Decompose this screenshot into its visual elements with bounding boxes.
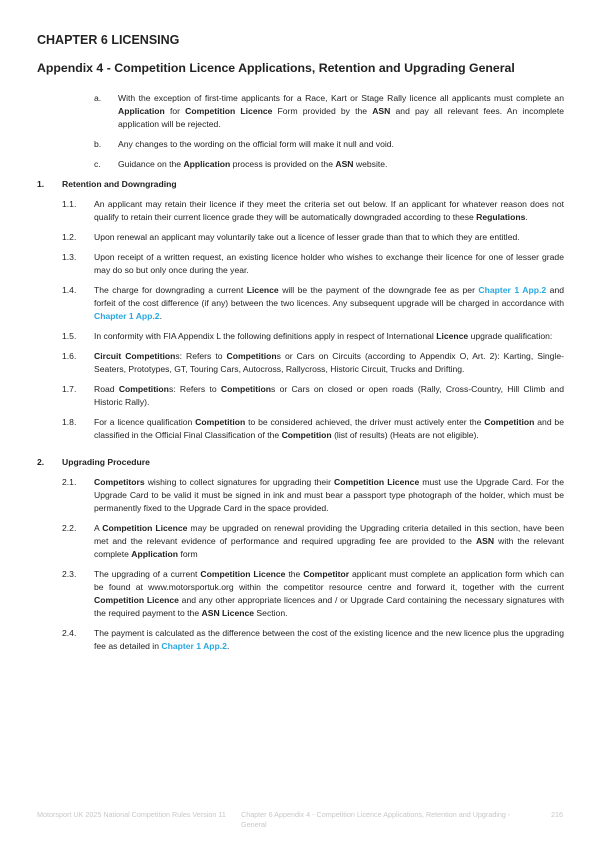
bold-term: ASN Licence — [201, 608, 255, 618]
item-number: 2.3. — [62, 569, 77, 579]
list-item — [37, 383, 564, 409]
item-text — [94, 251, 564, 277]
bold-term: Competition — [220, 384, 272, 394]
item-number: 1.3. — [62, 252, 77, 262]
item-text — [94, 416, 564, 442]
section-heading — [37, 178, 564, 191]
text-run: and be classified in the Official Final Classification of the — [94, 417, 564, 440]
text-run: and any other appropriate licences and / or Upgrade Card containing the necessary signatures with the required payment to the — [94, 595, 564, 618]
text-run: s or Cars on closed or open roads (Rally, Cross-Country, Hill Climb and Historic Rally). — [94, 384, 564, 407]
item-number: 1.8. — [62, 417, 77, 427]
item-text — [94, 383, 564, 409]
item-number: b. — [94, 139, 102, 149]
item-number: c. — [94, 159, 101, 169]
list-item — [37, 627, 564, 653]
bold-term: Competitor — [303, 569, 350, 579]
section-number: 1. — [37, 179, 45, 189]
bold-term: Competition Licence — [185, 106, 273, 116]
text-run: s: Refers to — [168, 384, 221, 394]
page-number: 216 — [551, 810, 563, 819]
bold-term: Regulations — [476, 212, 526, 222]
item-number: 2.4. — [62, 628, 77, 638]
item-text — [118, 92, 564, 131]
text-run: Guidance on the — [118, 159, 184, 169]
list-item — [37, 416, 564, 442]
text-run: the — [285, 569, 304, 579]
list-item — [37, 231, 564, 244]
bold-term: ASN — [475, 536, 495, 546]
list-item — [37, 350, 564, 376]
bold-term: Application — [183, 159, 231, 169]
text-run: and forfeit of the cost difference (if any) between the two licences. Any subsequent upgrade will be charged in accordance with — [94, 285, 565, 308]
item-number: 1.6. — [62, 351, 77, 361]
text-run: The charge for downgrading a current — [94, 285, 247, 295]
list-item — [37, 158, 564, 171]
text-run: upgrade qualification: — [468, 331, 553, 341]
text-run: Section. — [254, 608, 288, 618]
appendix-title: Appendix 4 - Competition Licence Applications, Retention and Upgrading General — [37, 61, 515, 75]
text-run: s: Refers to — [175, 351, 227, 361]
section-title: Upgrading Procedure — [62, 457, 150, 467]
section-title: Retention and Downgrading — [62, 179, 177, 189]
chapter-link[interactable]: Chapter 1 App.2 — [94, 311, 160, 321]
chapter-title: CHAPTER 6 LICENSING — [37, 33, 180, 47]
list-item — [37, 92, 564, 131]
text-run: for — [164, 106, 186, 116]
bold-term: ASN — [335, 159, 354, 169]
chapter-link[interactable]: Chapter 1 App.2 — [478, 285, 547, 295]
list-item — [37, 522, 564, 561]
item-number: 2.1. — [62, 477, 77, 487]
text-run: form — [178, 549, 198, 559]
list-item — [37, 284, 564, 323]
item-text — [94, 568, 564, 620]
item-number: 2.2. — [62, 523, 77, 533]
text-run: with the relevant complete — [94, 536, 564, 559]
item-text — [94, 476, 564, 515]
text-run: . — [226, 641, 230, 651]
bold-term: ASN — [372, 106, 391, 116]
text-run: . — [525, 212, 528, 222]
section-number: 2. — [37, 457, 45, 467]
text-run: process is provided on the — [230, 159, 336, 169]
item-text — [94, 330, 564, 343]
item-text — [94, 350, 564, 376]
item-number: 1.1. — [62, 199, 77, 209]
bold-term: Competitors — [94, 477, 145, 487]
item-number: 1.2. — [62, 232, 77, 242]
text-run: and pay all relevant fees. An incomplete application will be rejected. — [118, 106, 564, 129]
text-run: . — [159, 311, 162, 321]
text-run: must use the Upgrade Card. For the Upgrade Card to be valid it must be signed in ink and must bear a passport type photograph of the holder, which must be permanently fixed to the Upgrade Card in the space provided. — [94, 477, 564, 513]
text-run: to be considered achieved, the driver must actively enter the — [245, 417, 485, 427]
item-text — [94, 198, 564, 224]
text-run: will be the payment of the downgrade fee as per — [278, 285, 479, 295]
text-run: Form provided by the — [272, 106, 373, 116]
item-number: 1.7. — [62, 384, 77, 394]
bold-term: Competition — [484, 417, 535, 427]
bold-term: Licence — [246, 285, 279, 295]
list-item — [37, 476, 564, 515]
bold-term: Competition Licence — [94, 595, 179, 605]
text-run: In conformity with FIA Appendix L the following definitions apply in respect of International — [94, 331, 437, 341]
chapter-link[interactable]: Chapter 1 App.2 — [161, 641, 227, 651]
footer-section: Chapter 6 Appendix 4 - Competition Licence Applications, Retention and Upgrading - General — [241, 810, 511, 829]
footer-publication: Motorsport UK 2025 National Competition Rules Version 11 — [37, 810, 226, 819]
text-run: (list of results) (Heats are not eligible). — [331, 430, 479, 440]
item-text — [118, 138, 564, 151]
bold-term: Competition — [195, 417, 246, 427]
item-number: a. — [94, 93, 102, 103]
text-run: wishing to collect signatures for upgrading their — [144, 477, 335, 487]
text-run: Upon renewal an applicant may voluntarily take out a licence of lesser grade than that to which they are entitled. — [94, 232, 520, 242]
text-run: An applicant may retain their licence if they meet the criteria set out below. If an applicant for whatever reason does not qualify to retain their current licence grade they will be automatically downgraded according to these — [94, 199, 564, 222]
text-run: applicant must complete an application form which can be found at www.motorsportuk.org within the competitor resource centre and forward it, together with the current — [94, 569, 565, 592]
list-item — [37, 330, 564, 343]
list-item — [37, 138, 564, 151]
section-heading — [37, 456, 564, 469]
text-run: Road — [94, 384, 119, 394]
list-item — [37, 568, 564, 620]
bold-term: Licence — [436, 331, 469, 341]
text-run: website. — [353, 159, 388, 169]
item-text — [94, 522, 564, 561]
document-body — [37, 92, 564, 660]
bold-term: Competition Licence — [102, 523, 188, 533]
bold-term: Competition — [118, 384, 169, 394]
bold-term: Application — [118, 106, 165, 116]
item-text — [94, 231, 564, 244]
text-run: s or Cars on Circuits (according to Appendix O, Art. 2): Karting, Single-Seaters, Prototypes, GT, Touring Cars, Autocross, Rallycross, Historic Circuit, Trucks and Drifting. — [94, 351, 564, 374]
text-run: The upgrading of a current — [94, 569, 201, 579]
item-text — [118, 158, 564, 171]
text-run: may be upgraded on renewal providing the Upgrading criteria detailed in this section, have been met and the relevant evidence of performance and required upgrading fee are provided to the — [94, 523, 565, 546]
text-run: With the exception of first-time applicants for a Race, Kart or Stage Rally licence all applicants must complete an — [118, 93, 564, 103]
bold-term: Competition — [226, 351, 277, 361]
bold-term: Competition Licence — [200, 569, 286, 579]
list-item — [37, 251, 564, 277]
bold-term: Competition — [281, 430, 332, 440]
text-run: Upon receipt of a written request, an existing licence holder who wishes to exchange their licence for one of lesser grade may do so but only once during the year. — [94, 252, 564, 275]
item-text — [94, 284, 564, 323]
bold-term: Application — [131, 549, 179, 559]
bold-term: Competition Licence — [334, 477, 420, 487]
text-run: A — [94, 523, 103, 533]
item-number: 1.5. — [62, 331, 77, 341]
text-run: For a licence qualification — [94, 417, 196, 427]
bold-term: Circuit Competition — [94, 351, 176, 361]
item-number: 1.4. — [62, 285, 77, 295]
text-run: The payment is calculated as the difference between the cost of the existing licence and the new licence plus the upgrading fee as detailed in — [94, 628, 564, 651]
list-item — [37, 198, 564, 224]
text-run: Any changes to the wording on the official form will make it null and void. — [118, 139, 394, 149]
item-text — [94, 627, 564, 653]
